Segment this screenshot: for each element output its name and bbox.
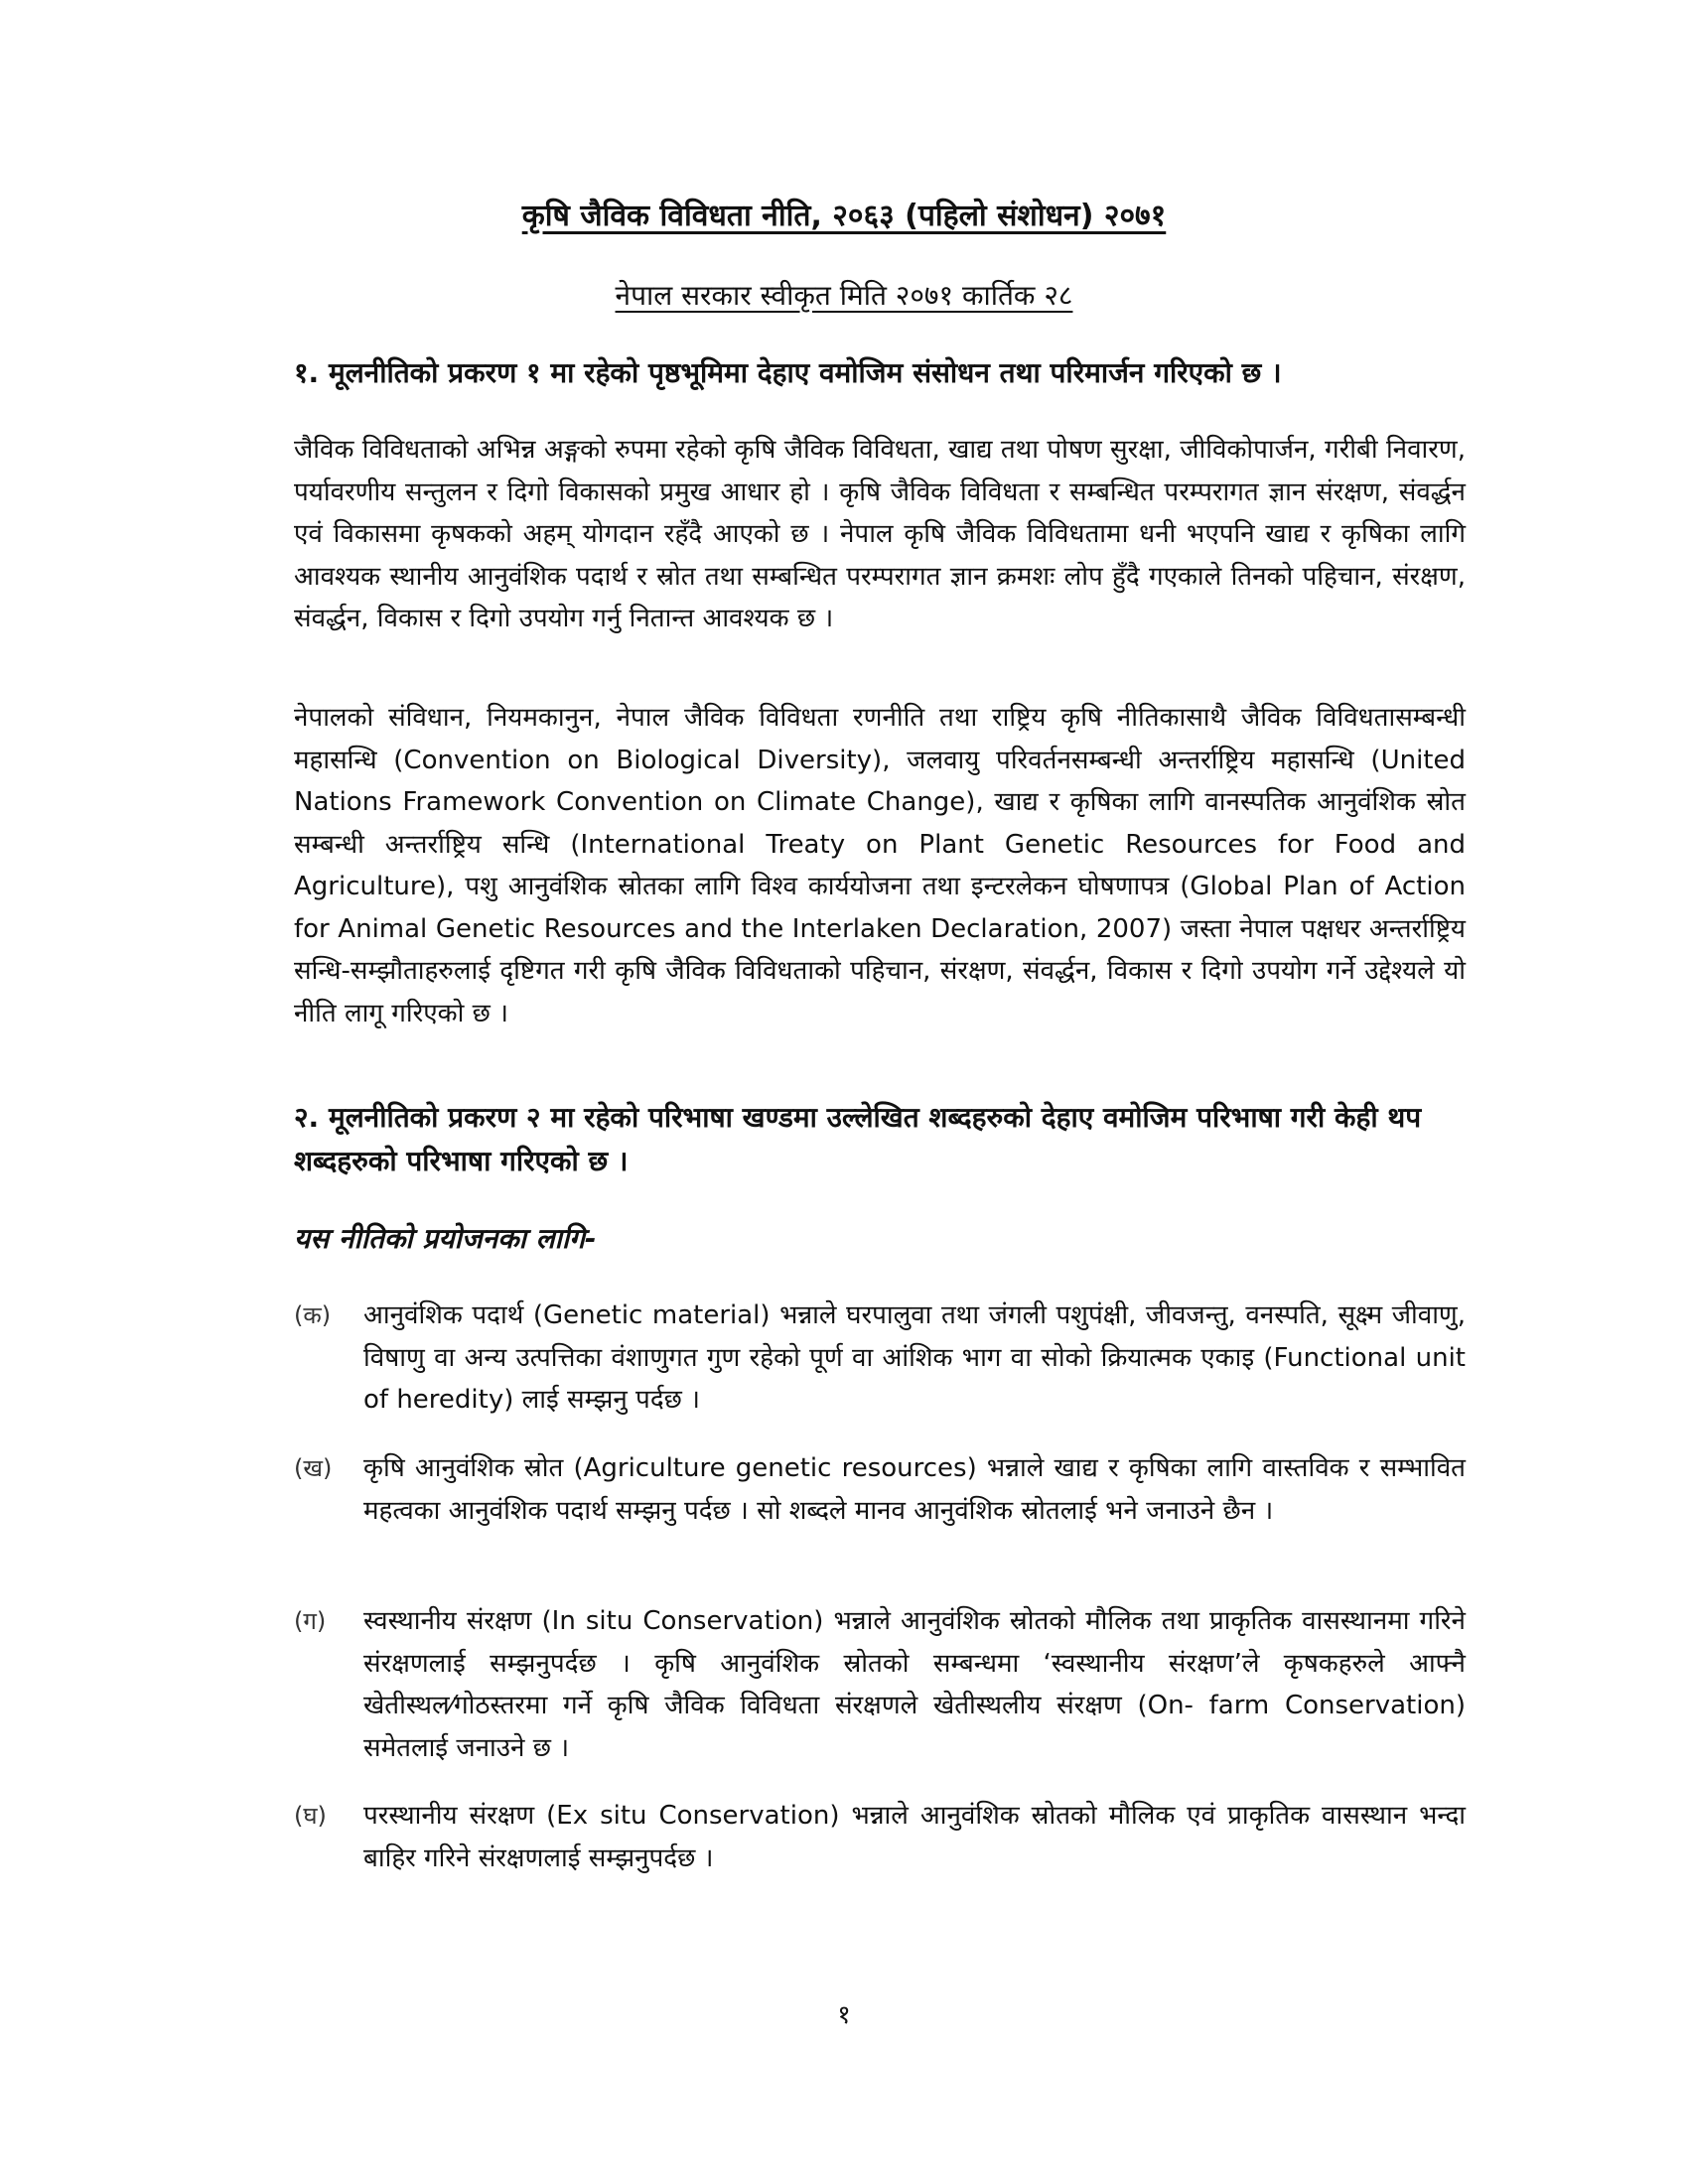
definition-label: (क): [294, 1301, 332, 1329]
section-1-paragraph-2: नेपालको संविधान, नियमकानुन, नेपाल जैविक विविधता रणनीति तथा राष्ट्रिय कृषि नीतिकासाथै जैविक विविधतासम्बन्धी महासन्धि (Convention on Biological Diversity), जलवायु परिवर्तनसम्बन्धी अन्तर्राष्ट्रिय महासन्धि (United Nations Framework Convention on Climate Change), खाद्य र कृषिका लागि वानस्पतिक आनुवंशिक स्रोत सम्बन्धी अन्तर्राष्ट्रिय सन्धि (International Treaty on Plant Genetic Resources for Food and Agriculture), पशु आनुवंशिक स्रोतका लागि विश्व कार्ययोजना तथा इन्टरलेकन घोषणापत्र (Global Plan of Action for Animal Genetic Resources and the Interlaken Declaration, 2007) जस्ता नेपाल पक्षधर अन्तर्राष्ट्रिय सन्धि-सम्झौताहरुलाई दृष्टिगत गरी कृषि जैविक विविधताको पहिचान, संरक्षण, संवर्द्धन, विकास र दिगो उपयोग गर्ने उद्देश्यले यो नीति लागू गरिएको छ ।: [294, 703, 1466, 1028]
section-1-paragraph-1: जैविक विविधताको अभिन्न अङ्गको रुपमा रहेको कृषि जैविक विविधता, खाद्य तथा पोषण सुरक्षा, जीविकोपार्जन, गरीबी निवारण, पर्यावरणीय सन्तुलन र दिगो विकासको प्रमुख आधार हो । कृषि जैविक विविधता र सम्बन्धित परम्परागत ज्ञान संरक्षण, संवर्द्धन एवं विकासमा कृषकको अहम् योगदान रहँदै आएको छ । नेपाल कृषि जैविक विविधतामा धनी भएपनि खाद्य र कृषिका लागि आवश्यक स्थानीय आनुवंशिक पदार्थ र स्रोत तथा सम्बन्धित परम्परागत ज्ञान क्रमशः लोप हुँदै गएकाले तिनको पहिचान, संरक्षण, संवर्द्धन, विकास र दिगो उपयोग गर्नु नितान्त आवश्यक छ ।: [294, 435, 1466, 633]
definition-text: परस्थानीय संरक्षण (Ex situ Conservation) भन्नाले आनुवंशिक स्रोतको मौलिक एवं प्राकृतिक वासस्थान भन्दा बाहिर गरिने संरक्षणलाई सम्झनुपर्दछ ।: [363, 1801, 1466, 1873]
definition-text: आनुवंशिक पदार्थ (Genetic material) भन्नाले घरपालुवा तथा जंगली पशुपंक्षी, जीवजन्तु, वनस्पति, सूक्ष्म जीवाणु, विषाणु वा अन्य उत्पत्तिका वंशाणुगत गुण रहेको पूर्ण वा आंशिक भाग वा सोको क्रियात्मक एकाइ (Functional unit of heredity) लाई सम्झनु पर्दछ ।: [363, 1300, 1466, 1415]
definition-item-kha: [294, 1447, 1466, 1532]
document-subtitle-text: नेपाल सरकार स्वीकृत मिति २०७१ कार्तिक २८: [615, 279, 1073, 312]
definition-item-ka: [294, 1295, 1466, 1422]
definition-text: स्वस्थानीय संरक्षण (In situ Conservation) भन्नाले आनुवंशिक स्रोतको मौलिक तथा प्राकृतिक वासस्थानमा गरिने संरक्षणलाई सम्झनुपर्दछ । कृषि आनुवंशिक स्रोतको सम्बन्धमा ‘स्वस्थानीय संरक्षण’ले कृषकहरुले आफ्नै खेतीस्थल⁄गोठस्तरमा गर्ने कृषि जैविक विविधता संरक्षणले खेतीस्थलीय संरक्षण (On- farm Conservation) समेतलाई जनाउने छ ।: [363, 1606, 1466, 1763]
definition-text: कृषि आनुवंशिक स्रोत (Agriculture genetic resources) भन्नाले खाद्य र कृषिका लागि वास्तविक र सम्भावित महत्वका आनुवंशिक पदार्थ सम्झनु पर्दछ । सो शब्दले मानव आनुवंशिक स्रोतलाई भने जनाउने छैन ।: [363, 1453, 1466, 1526]
section-2-heading: २. मूलनीतिको प्रकरण २ मा रहेको परिभाषा खण्डमा उल्लेखित शब्दहरुको देहाए वमोजिम परिभाषा गरी केही थप शब्दहरुको परिभाषा गरिएको छ ।: [294, 1101, 1422, 1177]
definition-label: (घ): [294, 1802, 327, 1830]
definition-item-ga: [294, 1600, 1466, 1769]
document-title: [0, 197, 1688, 236]
definition-label: (ग): [294, 1607, 327, 1635]
document-subtitle: [0, 276, 1688, 316]
definition-label: (ख): [294, 1454, 333, 1482]
section-1-heading: १. मूलनीतिको प्रकरण १ मा रहेको पृष्ठभूमिमा देहाए वमोजिम संसोधन तथा परिमार्जन गरिएको छ ।: [294, 356, 1282, 389]
section-2-subheading: यस नीतिको प्रयोजनका लागि-: [294, 1222, 597, 1255]
document-title-text: कृषि जैविक विविधता नीति, २०६३ (पहिलो संशोधन) २०७१: [521, 199, 1167, 233]
definition-item-gha: [294, 1795, 1466, 1879]
page-number: १: [837, 2000, 851, 2030]
